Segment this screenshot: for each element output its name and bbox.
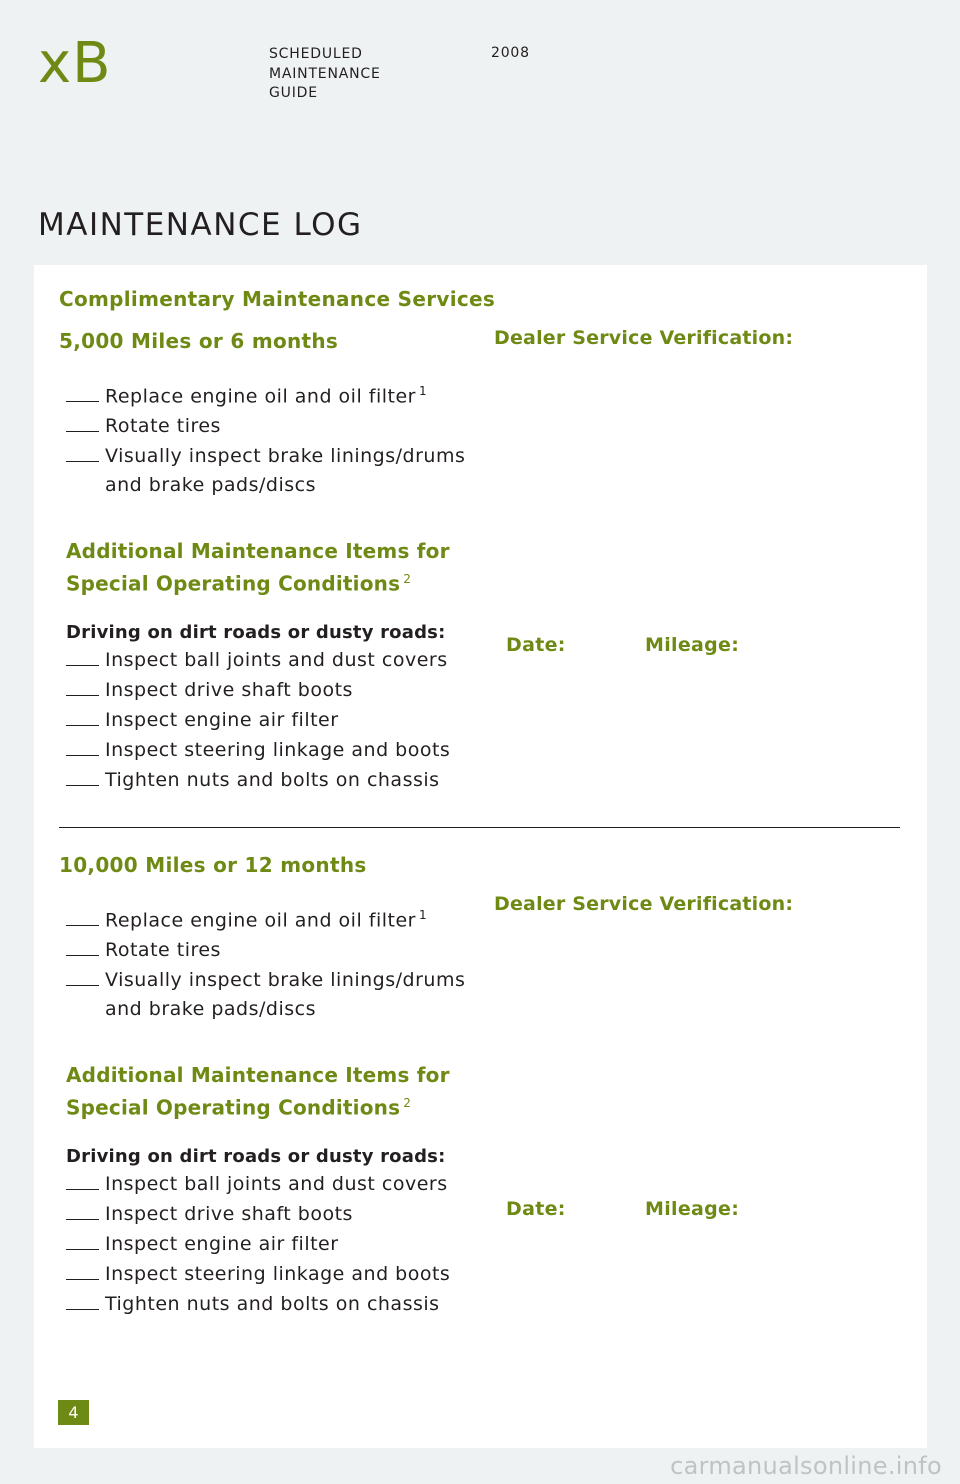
item-text: Rotate tires xyxy=(105,939,221,962)
interval-heading-1: 5,000 Miles or 6 months xyxy=(59,329,339,353)
checklist-item xyxy=(66,1289,450,1319)
brand-logo: xB xyxy=(38,31,112,96)
item-text: Inspect engine air filter xyxy=(105,709,339,731)
heading-line: Special Operating Conditions xyxy=(66,571,401,596)
checklist-item xyxy=(66,1169,450,1199)
watermark: carmanualsonline.info xyxy=(670,1452,942,1480)
checklist-item xyxy=(66,441,465,499)
driving-condition-label: Driving on dirt roads or dusty roads: xyxy=(66,1146,446,1167)
checklist-item xyxy=(66,1259,450,1289)
model-year: 2008 xyxy=(491,45,530,61)
checklist-item xyxy=(66,645,450,675)
dealer-verification-label-1: Dealer Service Verification: xyxy=(494,327,794,349)
item-text: Inspect ball joints and dust covers xyxy=(105,1173,448,1195)
mileage-label-1: Mileage: xyxy=(645,634,740,656)
section-title: Complimentary Maintenance Services xyxy=(59,287,496,311)
checklist-item xyxy=(66,1229,450,1259)
heading-line: Additional Maintenance Items for xyxy=(66,1063,450,1087)
item-text: Rotate tires xyxy=(105,415,221,438)
maintenance-log-card xyxy=(34,265,927,1448)
check-blank[interactable] xyxy=(66,445,99,462)
check-blank[interactable] xyxy=(66,415,99,432)
dusty-roads-list-2 xyxy=(66,1146,450,1319)
check-blank[interactable] xyxy=(66,1263,99,1280)
dealer-verification-label-2: Dealer Service Verification: xyxy=(494,893,794,915)
item-text: Inspect steering linkage and boots xyxy=(105,739,451,761)
item-text: Inspect engine air filter xyxy=(105,1233,339,1255)
item-text: Inspect ball joints and dust covers xyxy=(105,649,448,671)
date-label-2: Date: xyxy=(506,1198,566,1220)
item-text: Inspect drive shaft boots xyxy=(105,679,353,701)
checklist-item xyxy=(66,705,450,735)
check-blank[interactable] xyxy=(66,1203,99,1220)
date-label-1: Date: xyxy=(506,634,566,656)
checklist-item xyxy=(66,900,465,935)
checklist-item xyxy=(66,411,465,441)
check-blank[interactable] xyxy=(66,769,99,786)
checklist-item xyxy=(66,765,450,795)
check-blank[interactable] xyxy=(66,649,99,666)
guide-label xyxy=(269,45,381,104)
page-title: MAINTENANCE LOG xyxy=(38,207,363,243)
additional-items-heading-2 xyxy=(66,1061,450,1122)
checklist-1 xyxy=(66,376,465,499)
checklist-item xyxy=(66,1199,450,1229)
checklist-item xyxy=(66,675,450,705)
mileage-label-2: Mileage: xyxy=(645,1198,740,1220)
checklist-item xyxy=(66,735,450,765)
check-blank[interactable] xyxy=(66,1173,99,1190)
footnote-ref: 1 xyxy=(418,384,428,398)
check-blank[interactable] xyxy=(66,909,99,926)
footnote-ref: 2 xyxy=(403,1096,412,1110)
guide-line: GUIDE xyxy=(269,85,318,101)
additional-items-heading-1 xyxy=(66,537,450,598)
check-blank[interactable] xyxy=(66,939,99,956)
check-blank[interactable] xyxy=(66,739,99,756)
page-number: 4 xyxy=(58,1400,89,1425)
item-text: Visually inspect brake linings/drums xyxy=(105,445,466,468)
footnote-ref: 2 xyxy=(403,572,412,586)
heading-line: Special Operating Conditions xyxy=(66,1095,401,1120)
checklist-item xyxy=(66,965,465,1023)
section-divider xyxy=(59,827,900,828)
item-text: Inspect drive shaft boots xyxy=(105,1203,353,1225)
item-text: Inspect steering linkage and boots xyxy=(105,1263,451,1285)
footnote-ref: 1 xyxy=(418,908,428,922)
check-blank[interactable] xyxy=(66,679,99,696)
check-blank[interactable] xyxy=(66,385,99,402)
item-text: Replace engine oil and oil filter xyxy=(105,909,416,932)
item-text: Replace engine oil and oil filter xyxy=(105,385,416,408)
check-blank[interactable] xyxy=(66,1293,99,1310)
item-text: Tighten nuts and bolts on chassis xyxy=(105,1293,440,1315)
item-text: Visually inspect brake linings/drums xyxy=(105,969,466,992)
check-blank[interactable] xyxy=(66,709,99,726)
heading-line: Additional Maintenance Items for xyxy=(66,539,450,563)
guide-line: SCHEDULED xyxy=(269,46,363,62)
checklist-2 xyxy=(66,900,465,1023)
interval-heading-2: 10,000 Miles or 12 months xyxy=(59,853,367,877)
checklist-item xyxy=(66,376,465,411)
checklist-item xyxy=(66,935,465,965)
check-blank[interactable] xyxy=(66,969,99,986)
item-text-continued: and brake pads/discs xyxy=(105,474,317,497)
dusty-roads-list-1 xyxy=(66,622,450,795)
driving-condition-label: Driving on dirt roads or dusty roads: xyxy=(66,622,446,643)
item-text-continued: and brake pads/discs xyxy=(105,998,317,1021)
check-blank[interactable] xyxy=(66,1233,99,1250)
item-text: Tighten nuts and bolts on chassis xyxy=(105,769,440,791)
guide-line: MAINTENANCE xyxy=(269,65,381,82)
